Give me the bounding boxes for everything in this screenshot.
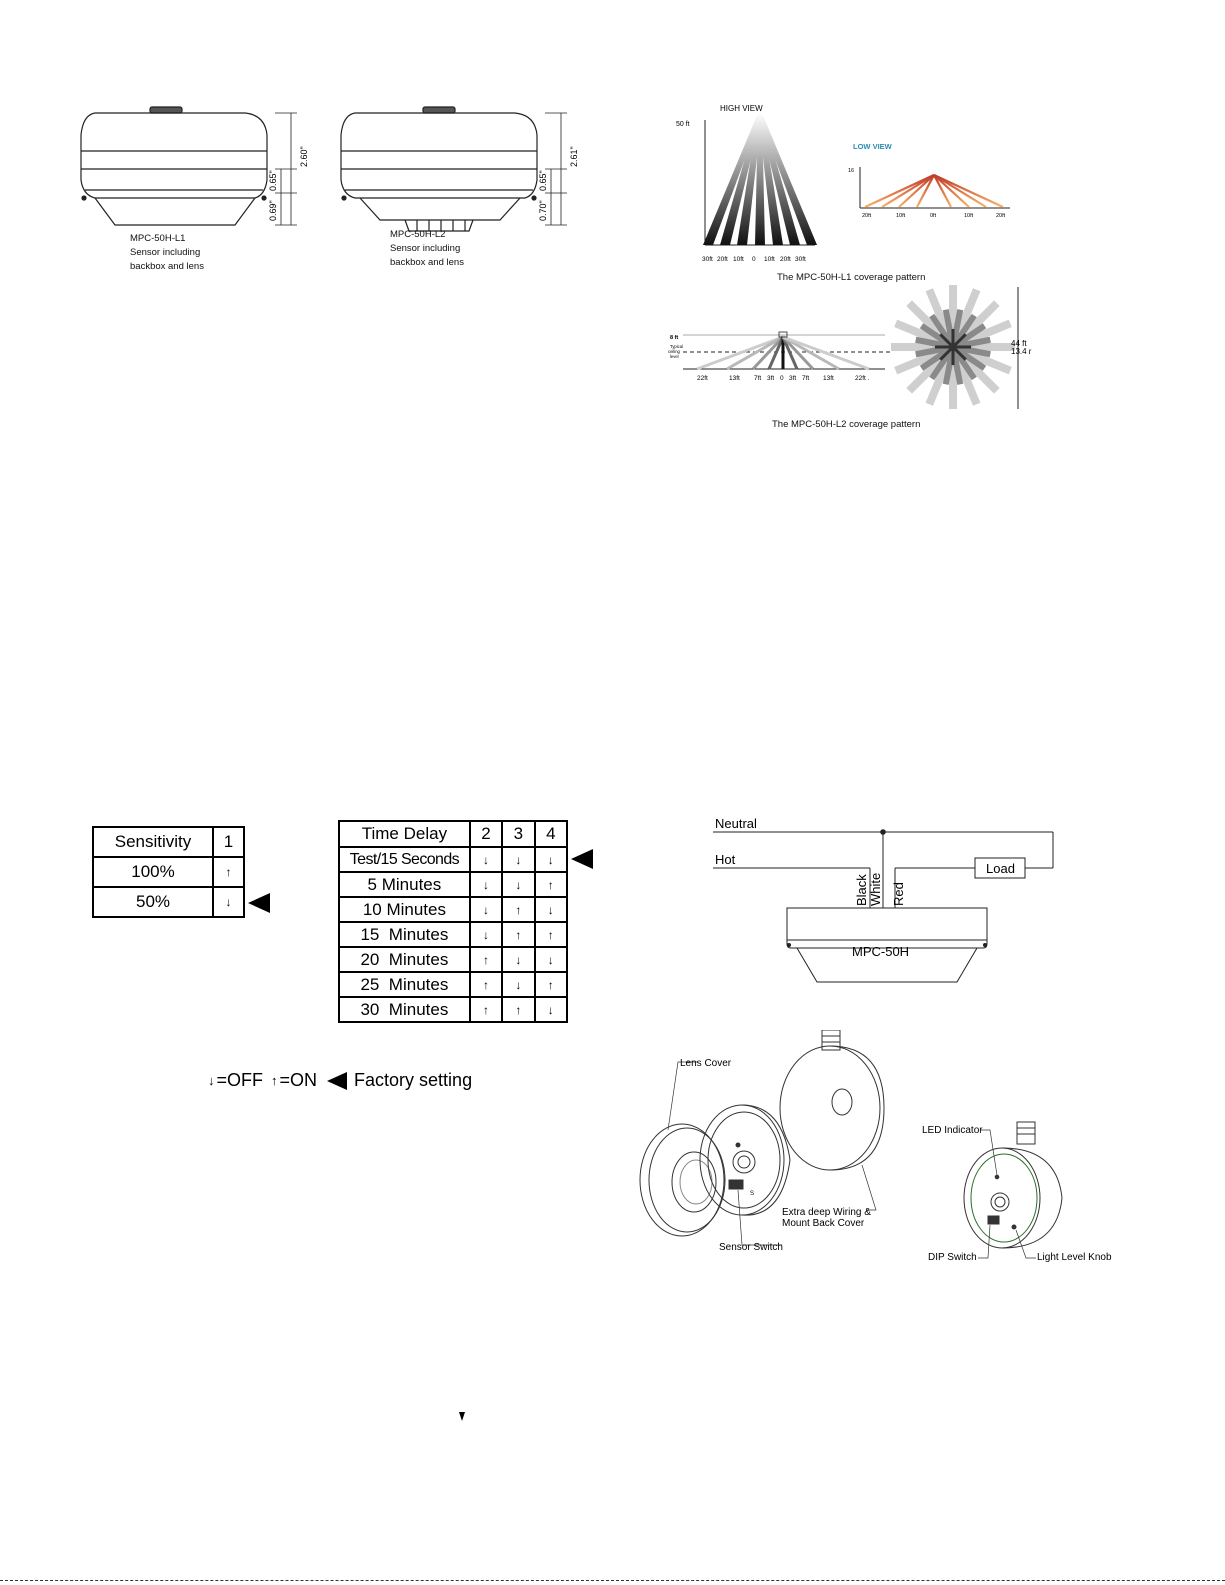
time-delay-label: 25 Minutes [339,972,470,997]
legend-factory-text: Factory setting [354,1070,473,1090]
l2-tick-6: 7ft [802,375,810,382]
arrow-down-icon: ↓ [208,1073,215,1088]
arrow-up-icon: ↑ [535,872,567,897]
low-view-y-label: 16 [848,168,855,174]
l2-tick-2: 7ft [754,375,762,382]
time-delay-label: Test/15 Seconds [339,847,470,872]
sensitivity-table [92,826,245,918]
dim-l1-upper: 0.65" [268,170,278,191]
sensor-l1-outline [81,107,267,225]
factory-setting-marker-icon [248,893,270,913]
time-delay-label: 15 Minutes [339,922,470,947]
arrow-down-icon: ↓ [535,897,567,922]
high-view-x-ticks [702,256,806,263]
factory-setting-marker-icon [571,849,593,869]
time-delay-label: 10 Minutes [339,897,470,922]
low-view-x-ticks [862,213,1006,219]
arrow-up-icon: ↑ [535,972,567,997]
wire-neutral-label: Neutral [715,816,757,831]
factory-setting-marker-icon [327,1072,347,1090]
caption-l1-model: MPC-50H-L1 [130,233,186,244]
l2-tick-4: 0 [780,375,784,382]
switch-number: 3 [502,821,534,847]
page-bottom-rule [0,1580,1225,1581]
switch-number: 4 [535,821,567,847]
arrow-down-icon: ↓ [502,872,534,897]
arrow-up-icon: ↑ [470,947,502,972]
arrow-up-icon: ↑ [470,972,502,997]
high-tick-2: 10ft [733,256,744,263]
wire-white-label: White [868,872,883,906]
dim-l2-total: 2.61" [569,146,579,167]
arrow-down-icon: ↓ [502,847,534,872]
coverage-l2-caption: The MPC-50H-L2 coverage pattern [772,419,921,430]
ceiling-label-3: level [670,354,679,359]
small-marker-icon [459,1412,465,1421]
high-view-title: HIGH VIEW [720,104,763,113]
exploded-view-figure [632,1030,1122,1275]
coverage-l1-y-label: 50 ft [676,121,690,128]
back-cover-label-1: Extra deep Wiring & [782,1207,871,1218]
low-tick-1: 10ft [896,213,906,219]
arrow-up-icon: ↑ [271,1073,278,1088]
dim-l1-total: 2.60" [299,146,309,167]
ceiling-level-label [668,344,683,359]
l2-tick-0: 22ft [697,375,708,382]
wiring-diagram [705,810,1065,990]
low-tick-4: 20ft [996,213,1006,219]
wire-hot-label: Hot [715,852,736,867]
coverage-l1-figure [670,95,1030,285]
l2-tick-5: 3ft [789,375,797,382]
arrow-up-icon: ↑ [470,997,502,1022]
sensor-switch-label: Sensor Switch [719,1242,783,1253]
dim-l2-upper: 0.65" [538,170,548,191]
dip-switch-legend [208,1070,472,1091]
caption-l1-line2: Sensor including [130,247,201,258]
led-indicator-label: LED Indicator [922,1125,983,1136]
high-tick-5: 20ft [780,256,791,263]
dim-l1-lower: 0.69" [268,200,278,221]
time-delay-label: 5 Minutes [339,872,470,897]
l2-tick-3: 3ft [767,375,775,382]
caption-l1-line3: backbox and lens [130,261,204,272]
device-label: MPC-50H [852,944,910,959]
arrow-down-icon: ↓ [502,972,534,997]
ceiling-label-1: Typical [670,344,684,349]
sensitivity-row-label: 100% [93,857,213,887]
l2-tick-8: 22ft . [855,375,870,382]
high-tick-4: 10ft [764,256,775,263]
arrow-up-icon: ↑ [502,997,534,1022]
arrow-down-icon: ↓ [502,947,534,972]
low-tick-2: 0ft [930,213,937,219]
low-view-title: LOW VIEW [853,142,892,151]
diameter-ft: 44 ft [1011,339,1027,348]
side-view-x-ticks [697,375,870,382]
time-delay-label: 30 Minutes [339,997,470,1022]
time-delay-header: Time Delay [339,821,470,847]
caption-l2-line3: backbox and lens [390,257,464,268]
low-view-beams [865,175,1003,207]
high-tick-6: 30ft [795,256,806,263]
dim-l2-lower: 0.70" [538,200,548,221]
sensor-l2-outline [341,107,537,231]
high-tick-1: 20ft [717,256,728,263]
load-label: Load [986,861,1015,876]
low-tick-0: 20ft [862,213,872,219]
wire-red-label: Red [891,882,906,906]
high-tick-3: 0 [752,256,756,263]
arrow-up-icon: ↑ [502,897,534,922]
arrow-up-icon: ↑ [225,865,232,879]
coverage-l1-caption: The MPC-50H-L1 coverage pattern [777,272,926,283]
coverage-l2-y-label: 8 ft [670,335,679,341]
wire-black-label: Black [854,874,869,906]
arrow-down-icon: ↓ [535,847,567,872]
arrow-down-icon: ↓ [470,922,502,947]
arrow-down-icon: ↓ [470,897,502,922]
switch-off-arrow [213,887,244,917]
high-tick-0: 30ft [702,256,713,263]
legend-off-text: =OFF [216,1070,264,1090]
low-tick-3: 10ft [964,213,974,219]
time-delay-label: 20 Minutes [339,947,470,972]
top-view-starburst [891,285,1015,409]
diameter-m: 13.4 r [1011,347,1032,356]
ceiling-label-2: ceiling [668,349,680,354]
high-view-beams [703,113,817,245]
switch-number: 2 [470,821,502,847]
arrow-up-icon: ↑ [502,922,534,947]
switch-on-arrow [213,857,244,887]
time-delay-table [338,820,568,1023]
sensor-s-label: S [750,1191,755,1197]
arrow-down-icon: ↓ [535,997,567,1022]
dip-switch-label: DIP Switch [928,1252,977,1263]
caption-l2 [390,228,464,270]
l2-tick-7: 13ft [823,375,834,382]
back-cover-label-2: Mount Back Cover [782,1218,865,1229]
lens-cover-label: Lens Cover [680,1058,732,1069]
legend-on-text: =ON [279,1070,318,1090]
sensitivity-row-label: 50% [93,887,213,917]
arrow-down-icon: ↓ [470,847,502,872]
coverage-l2-figure [665,285,1045,415]
caption-l2-line2: Sensor including [390,243,461,254]
arrow-up-icon: ↑ [535,922,567,947]
light-level-knob-label: Light Level Knob [1037,1252,1112,1263]
arrow-down-icon: ↓ [535,947,567,972]
sensitivity-header: Sensitivity [93,827,213,857]
l2-tick-1: 13ft [729,375,740,382]
side-view-beams [697,337,869,369]
sensitivity-switch-number: 1 [213,827,244,857]
arrow-down-icon: ↓ [470,872,502,897]
arrow-down-icon: ↓ [225,895,232,909]
caption-l1 [130,232,204,274]
caption-l2-model: MPC-50H-L2 [390,229,446,240]
